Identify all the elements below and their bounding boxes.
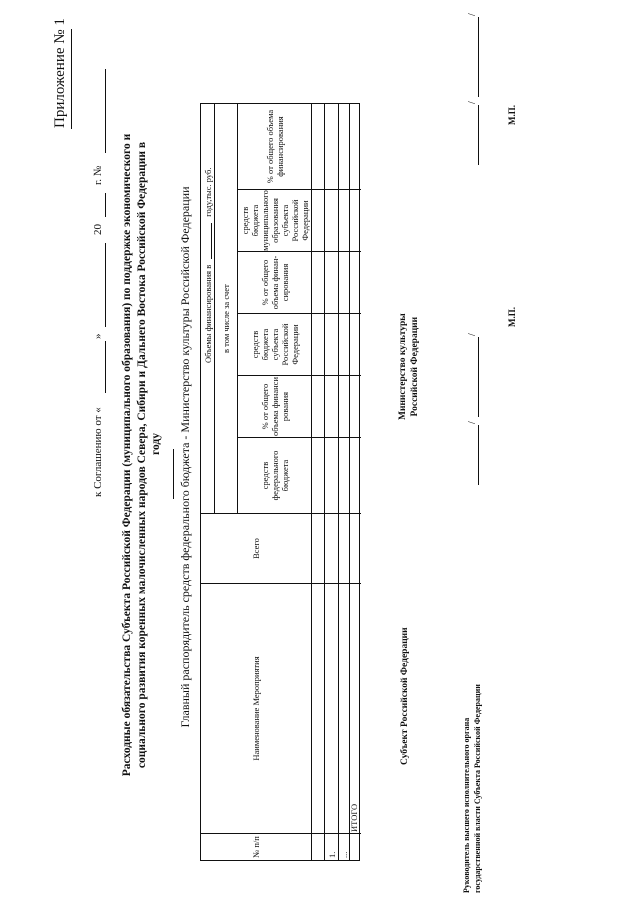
table-row-2-number: ...: [338, 851, 349, 858]
title-line-1: Расходные обязательства Субъекта Российской Федерации (муниципального образования) по поддержке экономического и: [121, 133, 133, 777]
header-number: № п/п: [251, 836, 261, 858]
seal-right: М.П.: [507, 105, 517, 125]
table-row-total-label: ИТОГО: [349, 803, 359, 832]
header-federal: средств федерального бюджета: [259, 450, 290, 501]
seal-right-slash-1: /: [467, 101, 478, 104]
agreement-year-blank: [105, 193, 106, 217]
agreement-number-blank: [105, 69, 106, 153]
document-subtitle: Главный распорядитель средств федерального бюджета - Министерство культуры Российской Федерации: [178, 186, 192, 728]
header-group: [201, 104, 214, 513]
agreement-year-suffix: г. №: [92, 165, 104, 185]
agreement-line: [92, 57, 110, 497]
group-year-blank: [211, 223, 212, 259]
group-unit-text: году,тыс. руб.: [202, 167, 213, 217]
subgroup-header-text: в том числе за счет: [221, 284, 231, 353]
header-subgroup: [215, 104, 237, 513]
agreement-year-prefix: 20: [92, 224, 104, 235]
group-header-text: Объемы финансирования в: [202, 264, 213, 363]
row-sep-2: [324, 104, 325, 860]
head-line-2: государственной власти Субъекта Российской Федерации: [473, 684, 482, 893]
header-municipal-pct: % от общего объема финансирования: [264, 109, 285, 184]
title-year-blank: [173, 449, 174, 499]
seal-left: М.П.: [507, 307, 517, 327]
subject-signature-slash-2: /: [467, 333, 478, 336]
header-federal-pct: % от общего объема финанси рования: [259, 377, 290, 436]
subject-signature-line-1: [478, 425, 479, 485]
subject-signature-slash-1: /: [467, 421, 478, 424]
header-subject-pct: % от общего объема финан- сирования: [259, 255, 290, 310]
seal-right-slash-2: /: [467, 13, 478, 16]
header-event-name: Наименование Мероприятия: [251, 656, 261, 761]
row-sep-3: [338, 104, 339, 860]
ministry-signature-label: [397, 313, 421, 420]
subject-signature-label: Субъект Российской Федерации: [400, 627, 410, 765]
document-title: [120, 115, 164, 795]
table-row-1-number: 1.: [326, 851, 337, 858]
financing-table: [200, 103, 360, 861]
agreement-month-blank: [105, 243, 106, 327]
header-total: Всего: [251, 538, 261, 559]
title-line-2: социального развития коренных малочисленных народов Севера, Сибири и Дальнего Востока Российской Федерации в: [135, 141, 148, 769]
title-line-3: году: [150, 433, 162, 455]
header-municipal: средств бюджета муниципального образования субъекта Российской Федерации: [239, 190, 310, 251]
appendix-underline: [71, 29, 72, 129]
row-sep-1: [311, 104, 312, 860]
agreement-day-blank: [105, 341, 106, 393]
header-subject: средств бюджета субъекта Российской Федерации: [249, 323, 300, 366]
head-line-1: Руководитель высшего исполнительного органа: [462, 717, 471, 893]
agreement-quote-close: »: [92, 333, 104, 339]
seal-right-line-2: [478, 17, 479, 97]
ministry-line-2: Российской Федерации: [410, 316, 420, 417]
seal-right-line-1: [478, 105, 479, 165]
ministry-line-1: Министерство культуры: [398, 313, 408, 420]
agreement-prefix: к Соглашению от «: [92, 407, 104, 497]
appendix-label: Приложение № 1: [52, 18, 68, 128]
head-signature-label: [461, 684, 483, 893]
subject-signature-line-2: [478, 337, 479, 417]
